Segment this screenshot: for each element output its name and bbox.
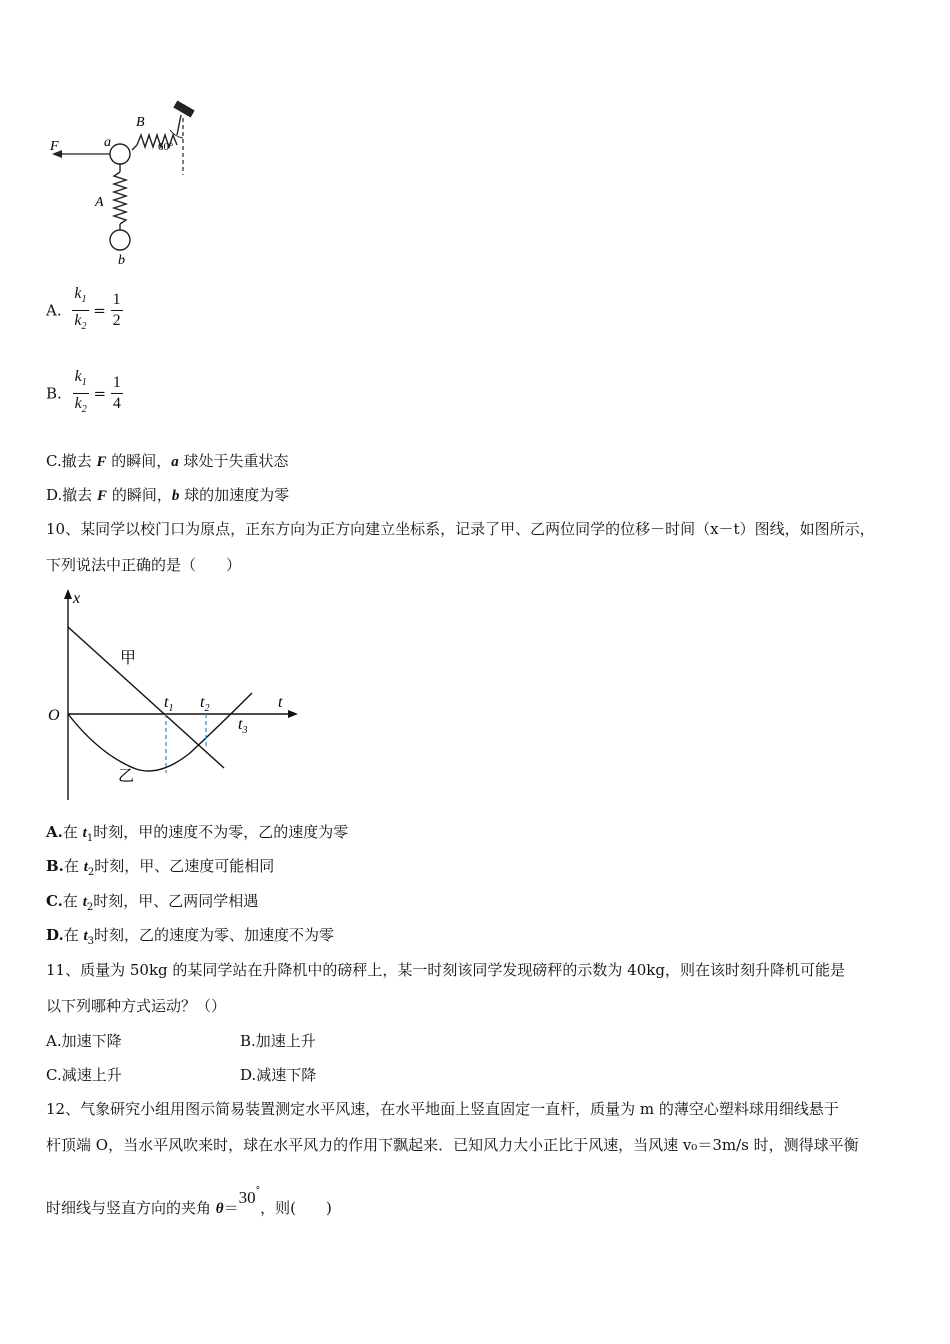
q9-option-c: C.撤去 F 的瞬间，a 球处于失重状态 [46, 452, 289, 470]
q10-option-b: B.在 $t_2$时刻，甲、乙速度可能相同 [46, 857, 275, 878]
t1-label: $t_1$ [164, 694, 174, 714]
q10-option-c: C.在 $t_2$时刻，甲、乙两同学相遇 [46, 892, 259, 913]
q9-option-a: A. $\frac{k_1}{k_2}$ = $\frac{1}{2}$ [46, 284, 123, 334]
q11-option-d: D.减速下降 [240, 1066, 317, 1084]
value-fraction: $\frac{1}{4}$ [112, 374, 121, 413]
q10-option-a: A.在 $t_1$时刻，甲的速度不为零，乙的速度为零 [46, 823, 349, 844]
jia-label: 甲 [120, 650, 137, 667]
q12-stem-line1: 12、气象研究小组用图示简易装置测定水平风速，在水平地面上竖直固定一直杆，质量为 m 的薄空心塑料球用细线悬于 [46, 1100, 839, 1118]
q11-stem-line1: 11、质量为 50kg 的某同学站在升降机中的磅秤上，某一时刻该同学发现磅秤的示数为 40kg，则在该时刻升降机可能是 [46, 961, 845, 979]
label-b: b [118, 253, 125, 268]
label-a: a [104, 135, 111, 150]
angle-label: 60° [158, 141, 174, 153]
t3-label: $t_3$ [238, 716, 248, 736]
q10-option-d: D.在 $t_3$时刻，乙的速度为零、加速度不为零 [46, 926, 335, 947]
q12-stem-line2: 杆顶端 O，当水平风吹来时，球在水平风力的作用下飘起来．已知风力大小正比于风速，当风速 v₀＝3m/s 时，测得球平衡 [46, 1136, 859, 1154]
y-axis-label: x [73, 590, 81, 607]
q11-stem-line2: 以下列哪种方式运动？（） [46, 997, 227, 1015]
q11-option-a: A.加速下降 [46, 1032, 122, 1050]
label-A: A [95, 195, 104, 210]
q10-stem-line2: 下列说法中正确的是（ ） [46, 556, 242, 574]
q12-stem-line3: 时细线与竖直方向的夹角 θ＝30°，则( ) [46, 1186, 332, 1217]
q10-stem-line1: 10、某同学以校门口为原点，正东方向为正方向建立坐标系，记录了甲、乙两位同学的位移－时间（x－t）图线，如图所示， [46, 520, 875, 538]
k-ratio-fraction: $\frac{k_1}{k_2}$ [72, 284, 88, 337]
q11-option-c: C.减速上升 [46, 1066, 122, 1084]
q9-option-d: D.撤去 F 的瞬间，b 球的加速度为零 [46, 486, 290, 504]
label-F: F [50, 139, 59, 154]
q11-option-b: B.加速上升 [240, 1032, 316, 1050]
xt-graph [40, 585, 300, 805]
k-ratio-fraction: $\frac{k_1}{k_2}$ [73, 367, 89, 420]
x-axis-label: t [278, 694, 283, 711]
t2-label: $t_2$ [200, 694, 210, 714]
q9-option-b: B. $\frac{k_1}{k_2}$ = $\frac{1}{4}$ [46, 367, 123, 417]
angle-value: 30 [238, 1188, 256, 1207]
origin-label: O [48, 707, 60, 724]
value-fraction: $\frac{1}{2}$ [112, 291, 121, 330]
label-B: B [136, 115, 145, 130]
spring-ball-figure [40, 100, 210, 270]
yi-label: 乙 [118, 768, 135, 785]
